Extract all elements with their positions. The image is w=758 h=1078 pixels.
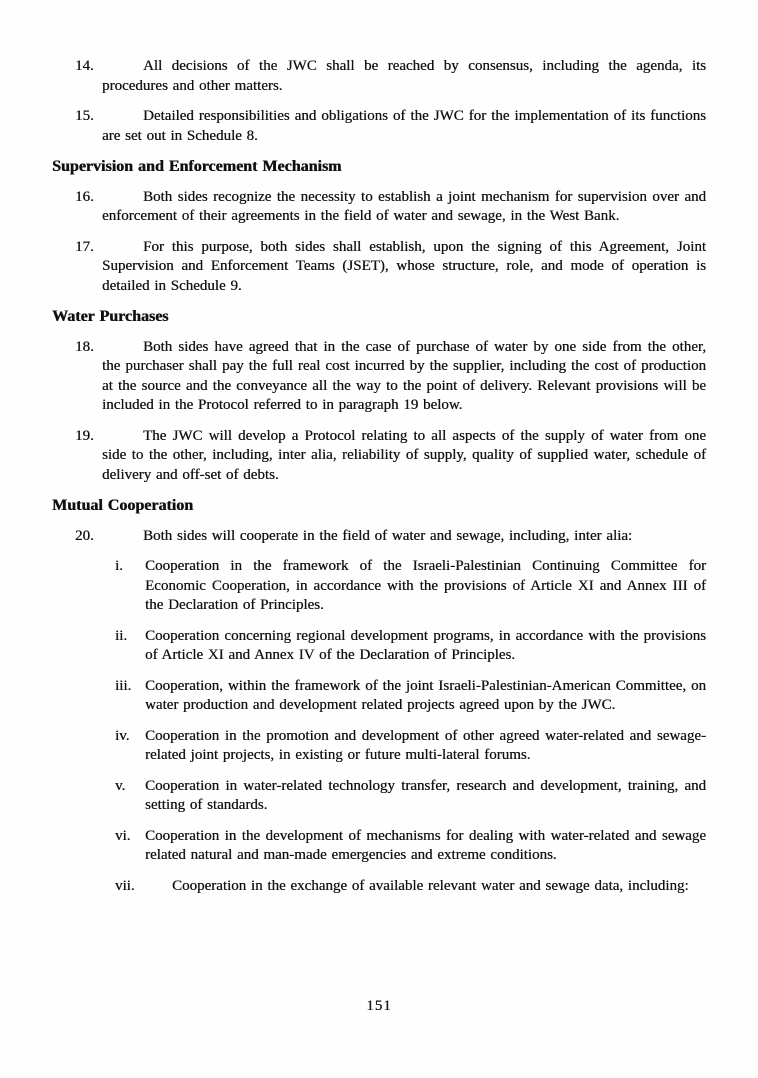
list-item-vi <box>115 827 706 866</box>
paragraph-14-number: 14. <box>75 58 94 74</box>
paragraph-17-text: For this purpose, both sides shall establish, upon the signing of this Agreement, Joint Supervision and Enforcement Teams (JSET), whose structure, role, and mode of operation is detailed in Schedule 9. <box>102 238 706 294</box>
list-item-v-marker: v. <box>115 777 126 794</box>
paragraph-15 <box>75 107 706 146</box>
list-item-v <box>115 777 706 816</box>
list-item-iii-text: Cooperation, within the framework of the joint Israeli-Palestinian-American Committee, on water production and development related projects agreed upon by the JWC. <box>145 677 706 713</box>
paragraph-14 <box>75 57 706 96</box>
paragraph-15-text: Detailed responsibilities and obligations of the JWC for the implementation of its functions are set out in Schedule 8. <box>102 108 706 144</box>
list-item-vi-marker: vi. <box>115 827 131 844</box>
paragraph-14-text: All decisions of the JWC shall be reached by consensus, including the agenda, its procedures and other matters. <box>102 58 706 94</box>
paragraph-18-number: 18. <box>75 338 94 355</box>
paragraph-20 <box>75 527 706 547</box>
paragraph-15-number: 15. <box>75 108 94 124</box>
list-item-iv <box>115 727 706 766</box>
list-item-ii-text: Cooperation concerning regional development programs, in accordance with the provisions of Article XI and Annex IV of the Declaration of Principles. <box>145 627 706 663</box>
list-item-iv-marker: iv. <box>115 727 130 744</box>
paragraph-16 <box>75 188 706 227</box>
paragraph-17-number: 17. <box>75 238 94 255</box>
list-item-vii-text: Cooperation in the exchange of available relevant water and sewage data, including: <box>172 877 689 894</box>
list-item-iv-text: Cooperation in the promotion and development of other agreed water-related and sewage-related joint projects, in existing or future multi-lateral forums. <box>145 727 706 763</box>
list-item-iii <box>115 677 706 716</box>
cooperation-list <box>52 557 706 896</box>
list-item-i <box>115 557 706 616</box>
list-item-vii <box>115 877 706 897</box>
list-item-vi-text: Cooperation in the development of mechanisms for dealing with water-related and sewage related natural and man-made emergencies and extreme conditions. <box>145 827 706 863</box>
list-item-ii <box>115 627 706 666</box>
paragraph-19 <box>75 427 706 486</box>
paragraph-20-text: Both sides will cooperate in the field of water and sewage, including, inter alia: <box>143 527 633 544</box>
paragraph-19-text: The JWC will develop a Protocol relating to all aspects of the supply of water from one side to the other, including, inter alia, reliability of supply, quality of supplied water, schedule of delivery and off-set of debts. <box>102 427 706 483</box>
section-heading-water-purchases: Water Purchases <box>52 308 169 325</box>
section-heading-supervision-enforcement: Supervision and Enforcement Mechanism <box>52 158 342 175</box>
paragraph-17 <box>75 238 706 297</box>
document-content <box>52 57 706 907</box>
paragraph-18 <box>75 338 706 416</box>
list-item-vii-marker: vii. <box>115 877 135 894</box>
list-item-iii-marker: iii. <box>115 677 132 694</box>
paragraph-16-number: 16. <box>75 188 94 205</box>
paragraph-16-text: Both sides recognize the necessity to establish a joint mechanism for supervision over and enforcement of their agreements in the field of water and sewage, in the West Bank. <box>102 188 706 224</box>
list-item-ii-marker: ii. <box>115 627 128 644</box>
section-heading-mutual-cooperation: Mutual Cooperation <box>52 497 193 514</box>
paragraph-20-number: 20. <box>75 527 94 544</box>
page-number: 151 <box>366 998 392 1014</box>
list-item-i-marker: i. <box>115 558 123 574</box>
list-item-i-text: Cooperation in the framework of the Israeli-Palestinian Continuing Committee for Economic Cooperation, in accordance with the provisions of Article XI and Annex III of the Declaration of Principles. <box>145 558 706 613</box>
paragraph-18-text: Both sides have agreed that in the case of purchase of water by one side from the other, the purchaser shall pay the full real cost incurred by the supplier, including the cost of production at the source and the conveyance all the way to the point of delivery. Relevant provisions will be included in the Protocol referred to in paragraph 19 below. <box>102 338 706 413</box>
paragraph-19-number: 19. <box>75 427 94 444</box>
list-item-v-text: Cooperation in water-related technology transfer, research and development, training, and setting of standards. <box>145 777 706 813</box>
